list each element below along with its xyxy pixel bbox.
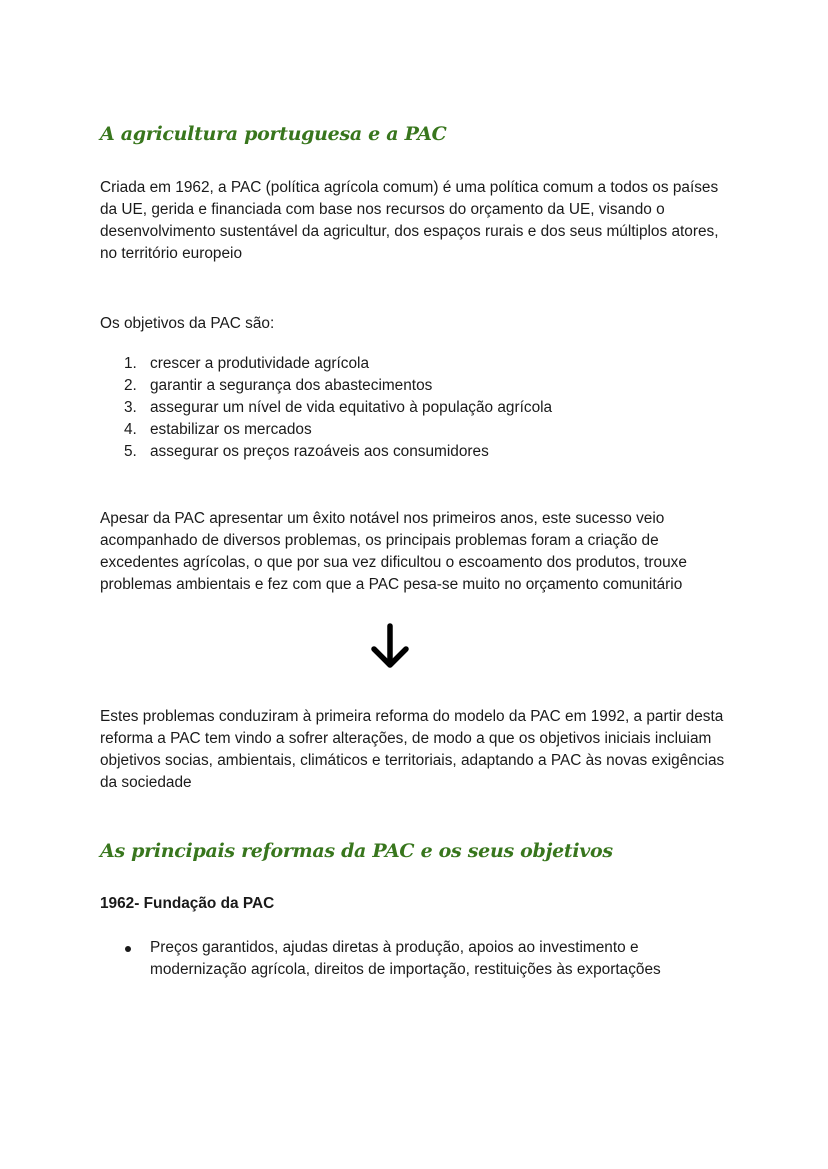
- list-item-text: assegurar um nível de vida equitativo à população agrícola: [150, 399, 553, 416]
- list-item-text: Preços garantidos, ajudas diretas à produção, apoios ao investimento e modernização agrícola, direitos de importação, restituições às exportações: [150, 939, 661, 978]
- list-number: 3.: [124, 399, 137, 416]
- section-heading: As principais reformas da PAC e os seus objetivos: [100, 840, 613, 862]
- list-item: [100, 419, 552, 441]
- subheading-1962: 1962- Fundação da PAC: [100, 895, 275, 912]
- reforms-paragraph: Estes problemas conduziram à primeira reforma do modelo da PAC em 1992, a partir desta reforma a PAC tem vindo a sofrer alterações, de modo a que os objetivos iniciais incluiam objetivos socias, ambientais, climáticos e territoriais, adaptando a PAC às novas exigências da sociedade: [100, 708, 725, 791]
- list-item-text: assegurar os preços razoáveis aos consumidores: [150, 443, 489, 460]
- list-number: 2.: [124, 377, 137, 394]
- list-item-text: crescer a produtividade agrícola: [150, 355, 370, 372]
- section-heading: A agricultura portuguesa e a PAC: [100, 123, 447, 145]
- list-item: [100, 397, 552, 419]
- list-number: 4.: [124, 421, 137, 438]
- objectives-list: [100, 353, 552, 463]
- reform-bullet-list: [100, 937, 730, 981]
- list-item: [100, 937, 730, 981]
- bullet-icon: [125, 946, 131, 952]
- problems-paragraph: Apesar da PAC apresentar um êxito notável nos primeiros anos, este sucesso veio acompanhado de diversos problemas, os principais problemas foram a criação de excedentes agrícolas, o que por sua vez dificultou o escoamento dos produtos, trouxe problemas ambientais e fez com que a PAC pesa-se muito no orçamento comunitário: [100, 510, 687, 593]
- objectives-title: Os objetivos da PAC são:: [100, 315, 275, 332]
- list-item-text: estabilizar os mercados: [150, 421, 312, 438]
- list-number: 1.: [124, 355, 137, 372]
- list-number: 5.: [124, 443, 137, 460]
- list-item: [100, 353, 552, 375]
- arrow-down-icon: [366, 622, 414, 672]
- list-item: [100, 375, 552, 397]
- intro-paragraph: Criada em 1962, a PAC (política agrícola comum) é uma política comum a todos os países da UE, gerida e financiada com base nos recursos do orçamento da UE, visando o desenvolvimento sustentável da agricultur, dos espaços rurais e dos seus múltiplos atores, no território europeio: [100, 179, 719, 262]
- list-item-text: garantir a segurança dos abastecimentos: [150, 377, 433, 394]
- list-item: [100, 441, 552, 463]
